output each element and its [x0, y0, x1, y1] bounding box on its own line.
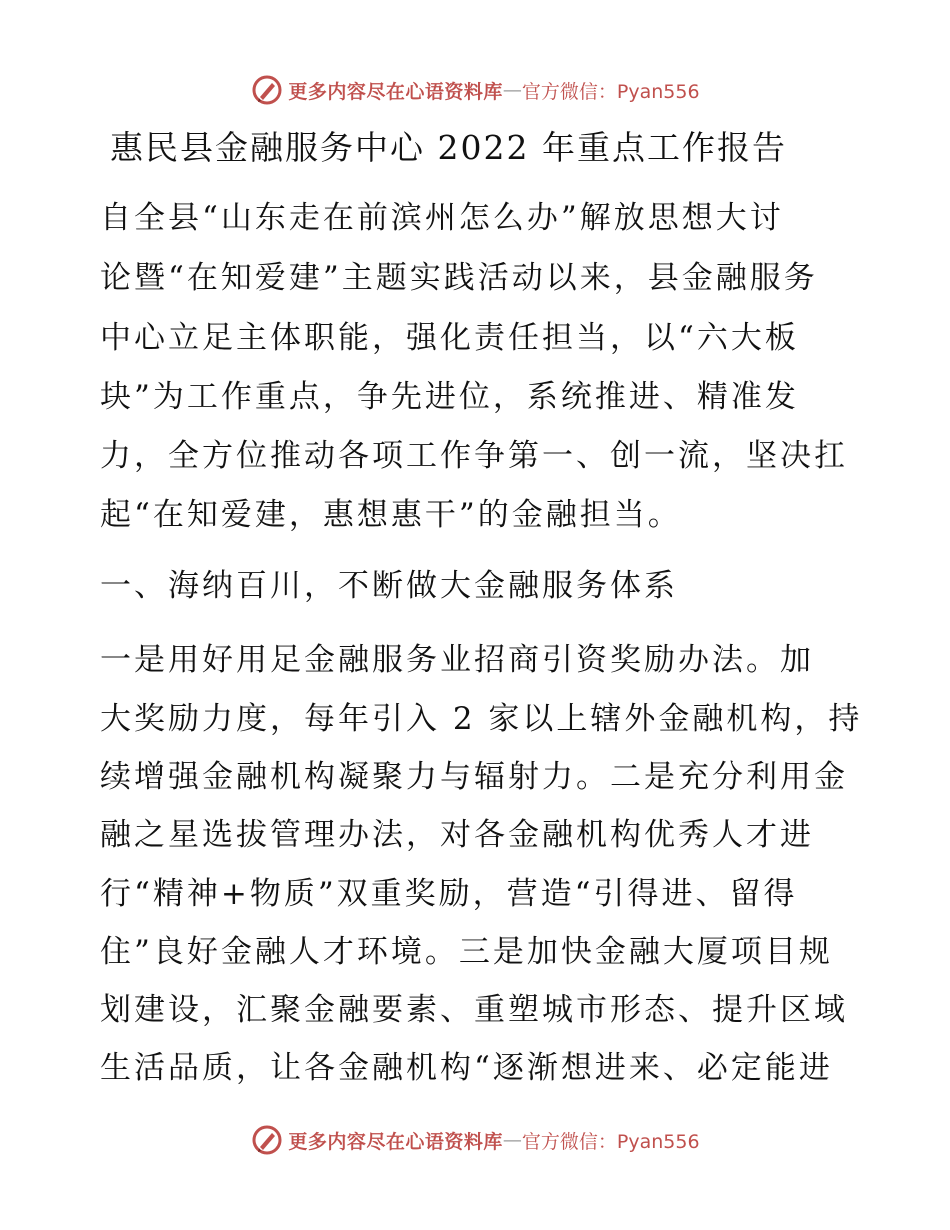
document-title: 惠民县金融服务中心 2022 年重点工作报告	[110, 128, 787, 167]
body-line: 划建设，汇聚金融要素、重塑城市形态、提升区域	[100, 992, 848, 1028]
body-line: 融之星选拔管理办法，对各金融机构优秀人才进	[100, 817, 814, 853]
body-line: 自全县“山东走在前滨州怎么办”解放思想大讨	[100, 200, 784, 236]
watermark-dash: —	[502, 79, 522, 101]
body-line: 行“精神+物质”双重奖励，营造“引得进、留得	[100, 876, 798, 912]
pen-seal-logo-icon	[250, 1123, 284, 1157]
watermark-text: 更多内容尽在心语资料库	[288, 80, 503, 103]
body-line: 生活品质，让各金融机构“逐渐想进来、必定能进	[100, 1050, 833, 1086]
section-heading: 一、海纳百川，不断做大金融服务体系	[100, 568, 678, 604]
body-line: 起“在知爱建，惠想惠干”的金融担当。	[100, 497, 682, 533]
watermark-wechat: 官方微信：Pyan556	[521, 1130, 700, 1153]
pen-seal-logo-icon	[250, 73, 284, 107]
body-line: 续增强金融机构凝聚力与辐射力。二是充分利用金	[100, 759, 848, 795]
watermark-dash: —	[502, 1129, 522, 1151]
watermark-text: 更多内容尽在心语资料库	[288, 1130, 503, 1153]
body-line: 一是用好用足金融服务业招商引资奖励办法。加	[100, 642, 814, 678]
body-line: 论暨“在知爱建”主题实践活动以来，县金融服务	[100, 260, 818, 296]
header-watermark	[0, 70, 950, 110]
body-line: 大奖励力度，每年引入 2 家以上辖外金融机构，持	[100, 701, 863, 737]
body-line: 力，全方位推动各项工作争第一、创一流，坚决扛	[100, 438, 848, 474]
body-line: 中心立足主体职能，强化责任担当，以“六大板	[100, 320, 799, 356]
body-line: 住”良好金融人才环境。三是加快金融大厦项目规	[100, 934, 833, 970]
watermark-wechat: 官方微信：Pyan556	[521, 80, 700, 103]
footer-watermark	[0, 1120, 950, 1160]
body-line: 块”为工作重点，争先进位，系统推进、精准发	[100, 379, 799, 415]
